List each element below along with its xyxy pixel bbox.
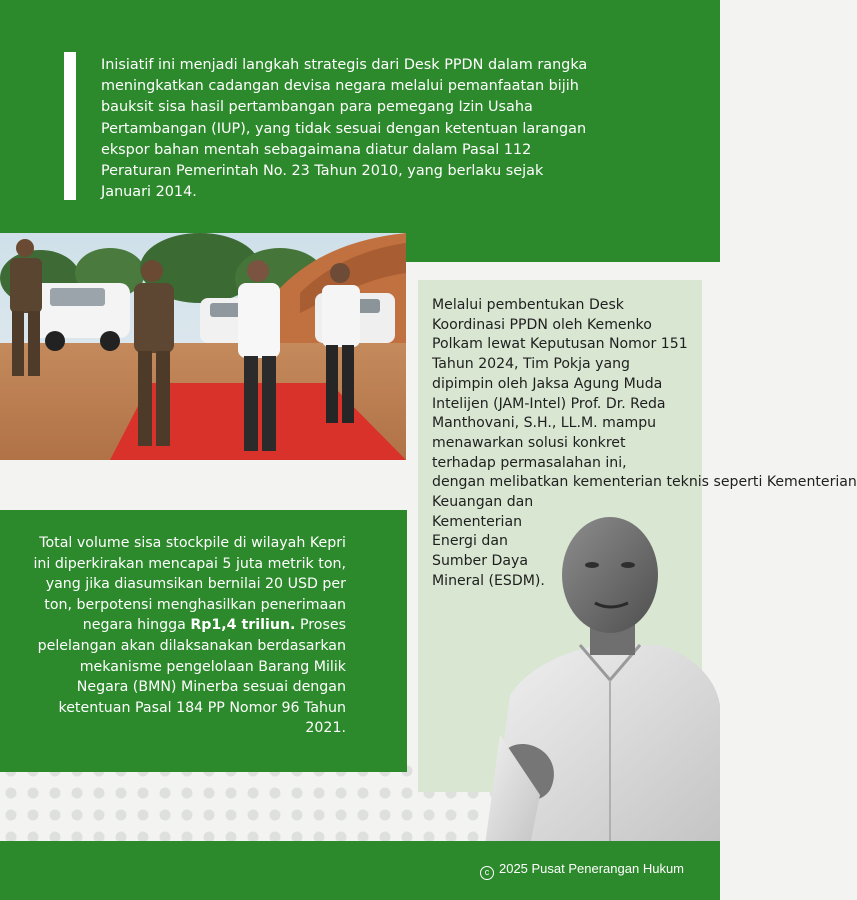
quote-accent-bar bbox=[64, 52, 76, 200]
speaker-portrait bbox=[470, 505, 720, 845]
right-paragraph-part-c: Keuangan dan Kementerian Energi dan Sumber Daya Mineral (ESDM). bbox=[432, 494, 545, 589]
stockpile-paragraph bbox=[30, 533, 346, 739]
stockpile-text-after: Proses pelelangan akan dilaksanakan berdasarkan mekanisme pengelolaan Barang Milik Negara (BMN) Minerba sesuai dengan ketentuan Pasal 184 PP Nomor 96 Tahun 2021. bbox=[37, 617, 346, 737]
right-paragraph-part-b: dengan melibatkan kementerian teknis seperti Kementerian bbox=[432, 474, 857, 491]
right-paragraph-part-a: Melalui pembentukan Desk Koordinasi PPDN oleh Kemenko Polkam lewat Keputusan Nomor 151 Tahun 2024, Tim Pokja yang dipimpin oleh Jaksa Agung Muda Intelijen (JAM-Intel) Prof. Dr. Reda Manthovani, S.H., LL.M. mampu menawarkan solusi konkret terhadap permasalahan ini, bbox=[432, 297, 688, 471]
copyright-notice bbox=[480, 861, 684, 880]
copyright-icon: c bbox=[480, 866, 494, 880]
copyright-text: 2025 Pusat Penerangan Hukum bbox=[498, 861, 684, 876]
stockpile-highlight-value: Rp1,4 triliun. bbox=[190, 617, 296, 634]
stockpile-text-before: Total volume sisa stockpile di wilayah Kepri ini diperkirakan mencapai 5 juta metrik ton, yang jika diasumsikan bernilai 20 USD per ton, berpotensi menghasilkan penerimaan negara hingga bbox=[33, 535, 346, 634]
intro-paragraph: Inisiatif ini menjadi langkah strategis dari Desk PPDN dalam rangka meningkatkan cadangan devisa negara melalui pemanfaatan bijih bauksit sisa hasil pertambangan para pemegang Izin Usaha Pertambangan (IUP), yang tidak sesuai dengan ketentuan larangan ekspor bahan mentah sebagaimana diatur dalam Pasal 112 Peraturan Pemerintah No. 23 Tahun 2010, yang berlaku sejak Januari 2014. bbox=[101, 57, 588, 201]
site-visit-photo bbox=[0, 233, 406, 460]
